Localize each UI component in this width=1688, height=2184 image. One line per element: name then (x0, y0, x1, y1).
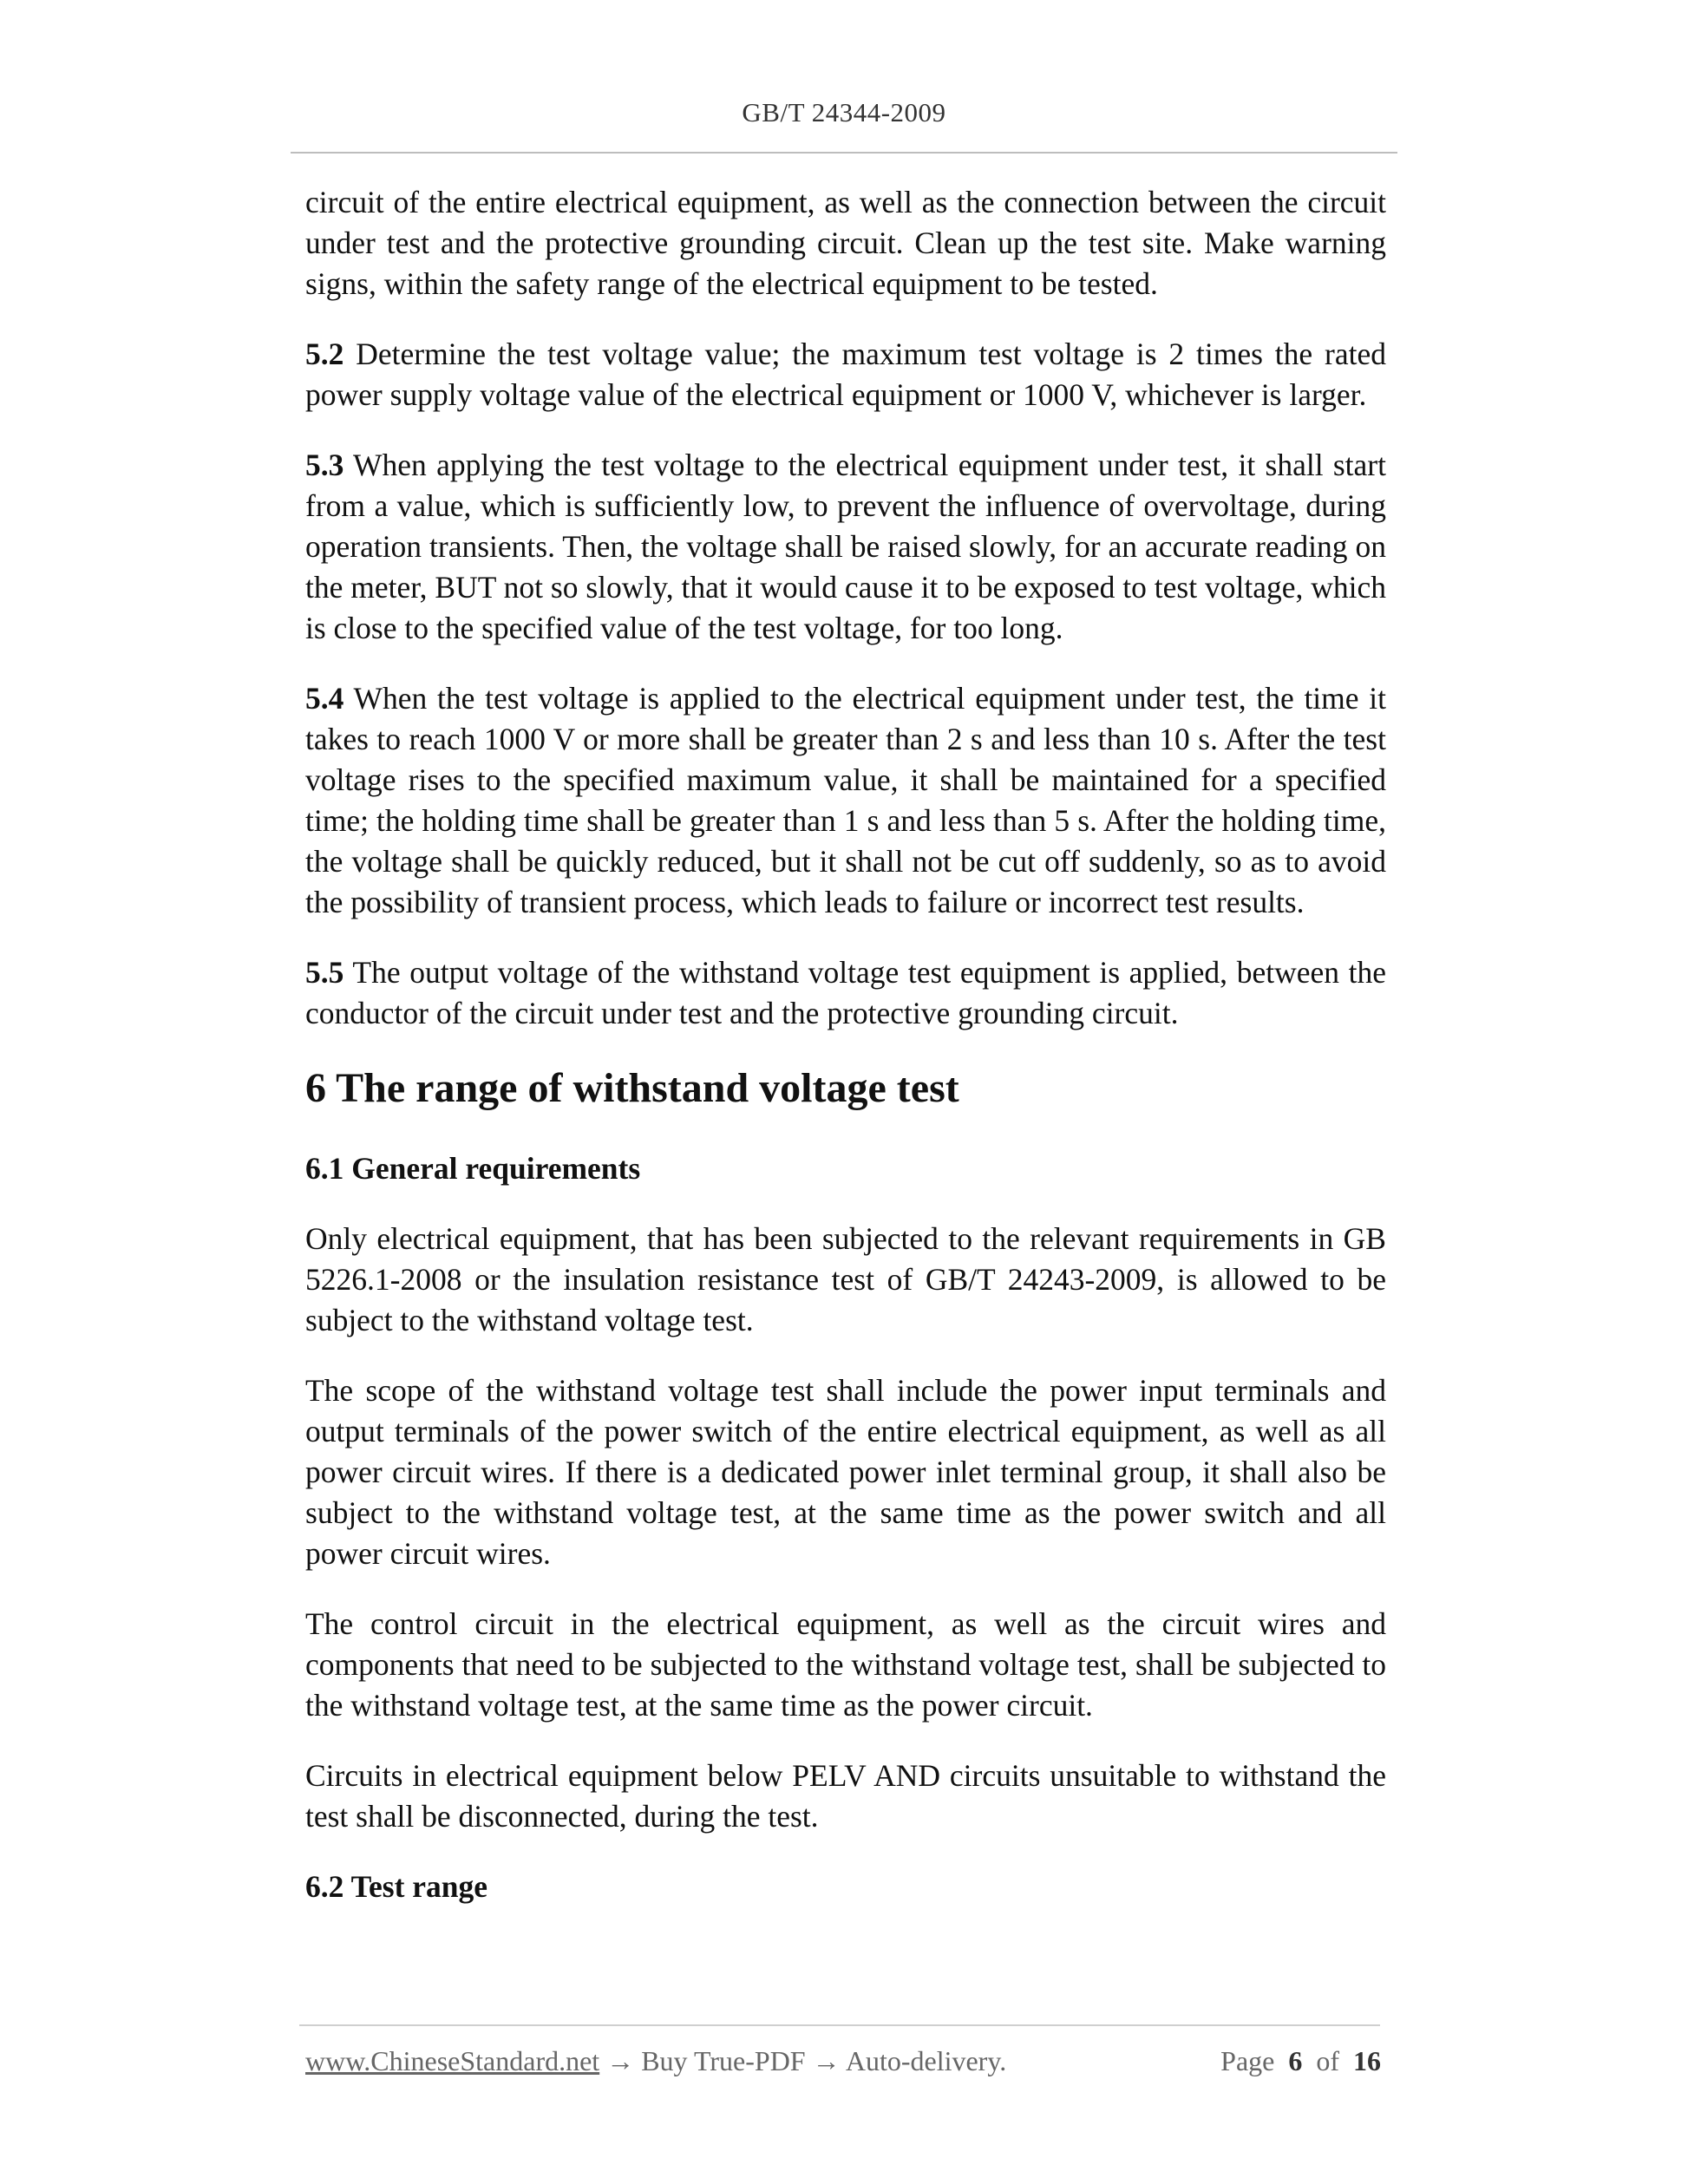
auto-delivery-text: Auto-delivery. (845, 2045, 1007, 2076)
page-content (305, 182, 1386, 1937)
paragraph-6-1-b: The scope of the withstand voltage test shall include the power input terminals and output terminals of the power switch of the entire electrical equipment, as well as all power circuit wires. If there is a dedicated power inlet terminal group, it shall also be subject to the withstand voltage test, at the same time as the power switch and all power circuit wires. (305, 1373, 1386, 1571)
subsection-heading-6-2: 6.2 Test range (305, 1869, 488, 1904)
clause-5-5 (305, 952, 1386, 1034)
footer-links (305, 2045, 1006, 2077)
clause-text: When the test voltage is applied to the electrical equipment under test, the time it takes to reach 1000 V or more shall be greater than 2 s and less than 10 s. After the test voltage rises to the specified maximum value, it shall be maintained for a specified time; the holding time shall be greater than 1 s and less than 5 s. After the holding time, the voltage shall be quickly reduced, but it shall not be cut off suddenly, so as to avoid the possibility of transient process, which leads to failure or incorrect test results. (305, 681, 1386, 919)
clause-number: 5.2 (305, 337, 344, 371)
of-label: of (1316, 2045, 1339, 2076)
section-heading-6: 6 The range of withstand voltage test (305, 1065, 959, 1111)
clause-number: 5.3 (305, 448, 344, 482)
paragraph-6-1-c: The control circuit in the electrical equipment, as well as the circuit wires and components that need to be subjected to the withstand voltage test, shall be subjected to the withstand voltage test, at the same time as the power circuit. (305, 1606, 1386, 1723)
website-link[interactable]: www.ChineseStandard.net (305, 2045, 600, 2076)
clause-5-3 (305, 445, 1386, 649)
total-pages: 16 (1353, 2045, 1381, 2076)
clause-5-2 (305, 334, 1386, 415)
page-number (1220, 2045, 1381, 2077)
clause-text: When applying the test voltage to the electrical equipment under test, it shall start from a value, which is sufficiently low, to prevent the influence of overvoltage, during operation transients. Then, the voltage shall be raised slowly, for an accurate reading on the meter, BUT not so slowly, that it would cause it to be exposed to test voltage, which is close to the specified value of the test voltage, for too long. (305, 448, 1386, 645)
paragraph-6-1-a: Only electrical equipment, that has been subjected to the relevant requirements in GB 5226.1-2008 or the insulation resistance test of GB/T 24243-2009, is allowed to be subject to the withstand voltage test. (305, 1221, 1386, 1337)
clause-text: The output voltage of the withstand voltage test equipment is applied, between the conductor of the circuit under test and the protective grounding circuit. (305, 955, 1386, 1030)
clause-number: 5.5 (305, 955, 344, 990)
paragraph-intro: circuit of the entire electrical equipment, as well as the connection between the circuit under test and the protective grounding circuit. Clean up the test site. Make warning signs, within the safety range of the electrical equipment to be tested. (305, 185, 1386, 301)
document-code-header: GB/T 24344-2009 (742, 97, 946, 128)
subsection-heading-6-1: 6.1 General requirements (305, 1151, 641, 1186)
arrow-icon: → (805, 2045, 846, 2076)
arrow-icon: → (599, 2045, 642, 2076)
buy-pdf-text: Buy True-PDF (641, 2045, 806, 2076)
clause-text: Determine the test voltage value; the maximum test voltage is 2 times the rated power supply voltage value of the electrical equipment or 1000 V, whichever is larger. (305, 337, 1386, 412)
current-page: 6 (1288, 2045, 1303, 2076)
clause-number: 5.4 (305, 681, 344, 716)
clause-5-4 (305, 678, 1386, 923)
paragraph-6-1-d: Circuits in electrical equipment below PELV AND circuits unsuitable to withstand the test shall be disconnected, during the test. (305, 1758, 1386, 1834)
page-label: Page (1220, 2045, 1275, 2076)
header-divider (291, 152, 1397, 154)
footer-divider (299, 2024, 1380, 2026)
